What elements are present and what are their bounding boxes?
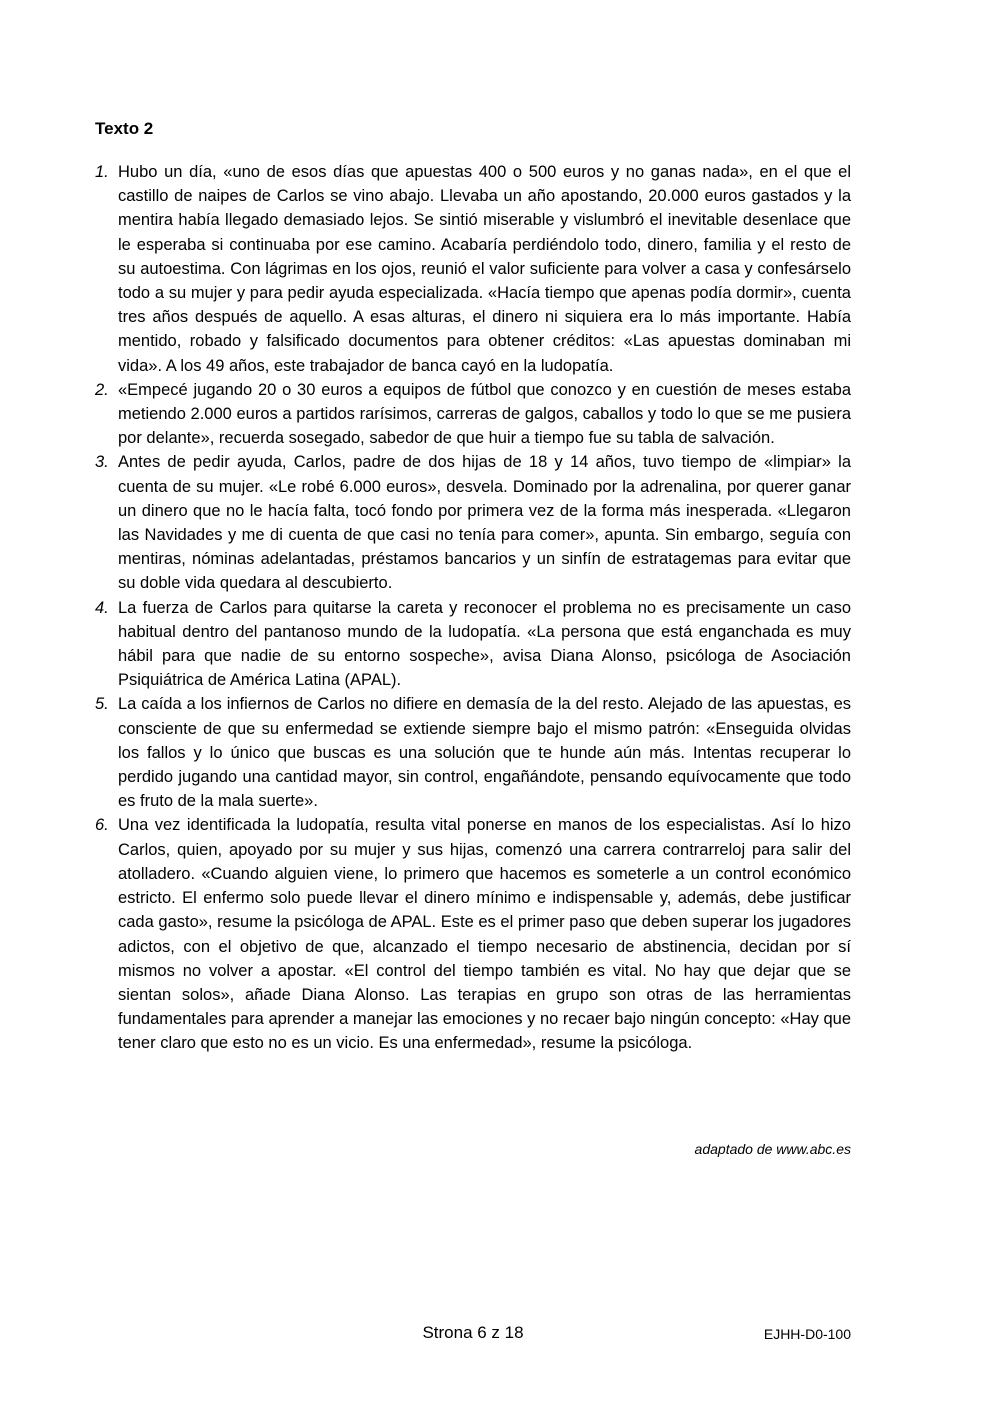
source-attribution: adaptado de www.abc.es xyxy=(694,1141,851,1157)
paragraph-text: La caída a los infiernos de Carlos no difiere en demasía de la del resto. Alejado de las apuestas, es consciente de que su enfermedad se extiende siempre bajo el mismo patrón: «Enseguida olvidas los fallos y lo único que buscas es una solución que te hunde aún más. Intentas recuperar lo perdido jugando una cantidad mayor, sin control, engañándote, pensando equívocamente que todo es fruto de la mala suerte». xyxy=(118,695,851,811)
paragraph-number: 5. xyxy=(95,695,109,714)
paragraph-5 xyxy=(95,692,851,813)
paragraph-text: Antes de pedir ayuda, Carlos, padre de dos hijas de 18 y 14 años, tuvo tiempo de «limpiar» la cuenta de su mujer. «Le robé 6.000 euros», desvela. Dominado por la adrenalina, por querer ganar un dinero que no le hacía falta, tocó fondo por primera vez de la forma más inesperada. «Llegaron las Navidades y me di cuenta de que casi no tenía para comer», apunta. Sin embargo, seguía con mentiras, nóminas adelantadas, préstamos bancarios y un sinfín de estratagemas para evitar que su doble vida quedara al descubierto. xyxy=(118,453,851,593)
paragraph-number: 6. xyxy=(95,816,109,835)
paragraph-text: Una vez identificada la ludopatía, resulta vital ponerse en manos de los especialistas. Así lo hizo Carlos, quien, apoyado por su mujer y sus hijas, comenzó una carrera contrarreloj para salir del atolladero. «Cuando alguien viene, lo primero que hacemos es someterle a un control económico estricto. El enfermo solo puede llevar el dinero mínimo e indispensable y, además, debe justificar cada gasto», resume la psicóloga de APAL. Este es el primer paso que deben superar los jugadores adictos, con el objetivo de que, alcanzado el tiempo necesario de abstinencia, decidan por sí mismos no volver a apostar. «El control del tiempo también es vital. No hay que dejar que se sientan solos», añade Diana Alonso. Las terapias en grupo son otras de las herramientas fundamentales para aprender a manejar las emociones y no recaer bajo ningún concepto: «Hay que tener claro que esto no es un vicio. Es una enfermedad», resume la psicóloga. xyxy=(118,816,851,1053)
paragraph-4 xyxy=(95,596,851,693)
page-number: Strona 6 z 18 xyxy=(422,1323,524,1342)
paragraph-number: 4. xyxy=(95,598,109,617)
paragraph-2 xyxy=(95,378,851,451)
paragraph-text: «Empecé jugando 20 o 30 euros a equipos de fútbol que conozco y en cuestión de meses estaba metiendo 2.000 euros a partidos rarísimos, carreras de galgos, caballos y todo lo que se me pusiera por delante», recuerda sosegado, sabedor de que huir a tiempo fue su tabla de salvación. xyxy=(118,380,851,448)
paragraph-text: Hubo un día, «uno de esos días que apuestas 400 o 500 euros y no ganas nada», en el que el castillo de naipes de Carlos se vino abajo. Llevaba un año apostando, 20.000 euros gastados y la mentira había llegado demasiado lejos. Se sintió miserable y vislumbró el inevitable desenlace que le esperaba si continuaba por ese camino. Acabaría perdiéndolo todo, dinero, familia y el resto de su autoestima. Con lágrimas en los ojos, reunió el valor suficiente para volver a casa y confesárselo todo a su mujer y para pedir ayuda especializada. «Hacía tiempo que apenas podía dormir», cuenta tres años después de aquello. A esas alturas, el dinero ni siquiera era lo más importante. Había mentido, robado y falsificado documentos para obtener créditos: «Las apuestas dominaban mi vida». A los 49 años, este trabajador de banca cayó en la ludopatía. xyxy=(118,163,851,375)
paragraph-6 xyxy=(95,813,851,1055)
paragraph-text: La fuerza de Carlos para quitarse la careta y reconocer el problema no es precisamente un caso habitual dentro del pantanoso mundo de la ludopatía. «La persona que está enganchada es muy hábil para que nadie de su entorno sospeche», avisa Diana Alonso, psicóloga de Asociación Psiquiátrica de América Latina (APAL). xyxy=(118,598,851,690)
paragraph-number: 3. xyxy=(95,453,109,472)
paragraph-3 xyxy=(95,450,851,595)
paragraph-1 xyxy=(95,160,851,378)
paragraph-list xyxy=(95,160,851,1056)
paragraph-number: 1. xyxy=(95,163,109,181)
text-title: Texto 2 xyxy=(95,119,154,138)
paragraph-number: 2. xyxy=(95,380,109,399)
document-code: EJHH-D0-100 xyxy=(763,1326,851,1342)
